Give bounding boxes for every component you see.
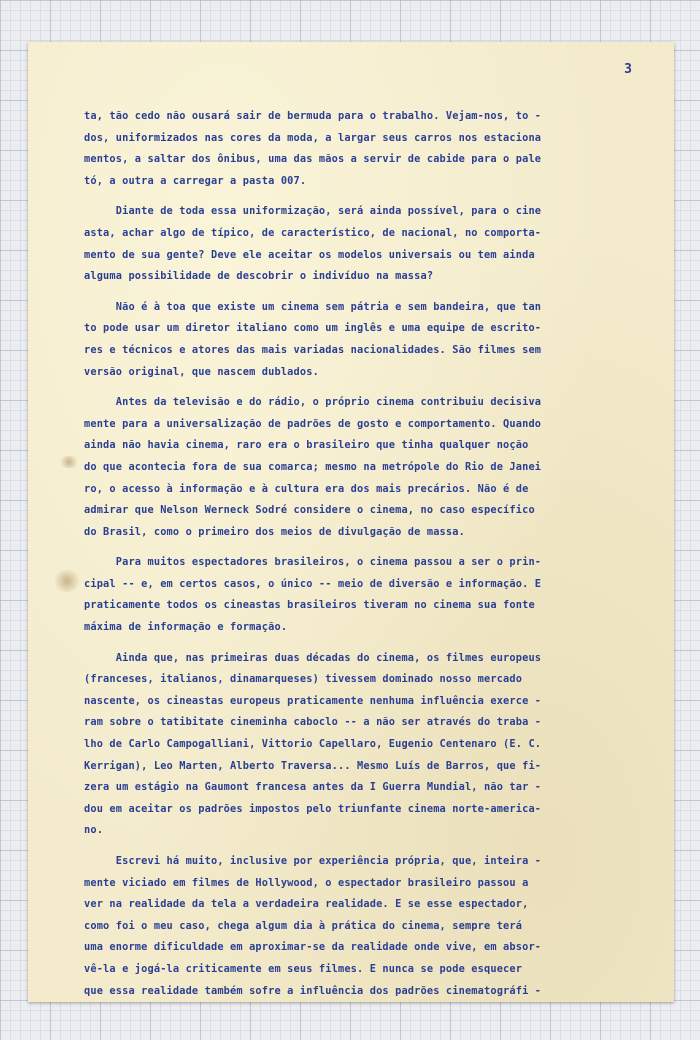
stain-mark	[52, 570, 82, 592]
paragraph	[84, 106, 636, 192]
page-number: 3	[624, 62, 632, 77]
text-line: dou em aceitar os padrões impostos pelo triunfante cinema norte-america-	[84, 802, 542, 815]
text-line: ver na realidade da tela a verdadeira realidade. E se esse espectador,	[84, 898, 529, 911]
text-line: ram sobre o tatibitate cineminha caboclo -- a não ser através do traba -	[84, 716, 542, 729]
paragraph	[84, 392, 636, 543]
text-line: Antes da televisão e do rádio, o próprio cinema contribuiu decisiva	[84, 396, 542, 409]
text-line: Kerrigan), Leo Marten, Alberto Traversa... Mesmo Luís de Barros, que fi-	[84, 759, 542, 772]
text-line: alguma possibilidade de descobrir o indivíduo na massa?	[84, 270, 434, 283]
paragraph	[84, 552, 636, 638]
text-line: mente viciado em filmes de Hollywood, o espectador brasileiro passou a	[84, 876, 529, 889]
text-line: nascente, os cineastas europeus praticamente nenhuma influência exerce -	[84, 694, 542, 707]
paragraph	[84, 648, 636, 842]
text-line: máxima de informação e formação.	[84, 621, 288, 634]
text-line: dos, uniformizados nas cores da moda, a largar seus carros nos estaciona	[84, 131, 542, 144]
text-line: asta, achar algo de típico, de característico, de nacional, no comporta-	[84, 226, 542, 239]
text-line: Ainda que, nas primeiras duas décadas do cinema, os filmes europeus	[84, 651, 542, 664]
paragraph	[84, 201, 636, 287]
text-line: praticamente todos os cineastas brasileiros tiveram no cinema sua fonte	[84, 599, 535, 612]
text-line: to pode usar um diretor italiano como um inglês e uma equipe de escrito-	[84, 322, 542, 335]
text-line: uma enorme dificuldade em aproximar-se da realidade onde vive, em absor-	[84, 941, 542, 954]
text-line: ainda não havia cinema, raro era o brasileiro que tinha qualquer noção	[84, 439, 529, 452]
text-line: (franceses, italianos, dinamarqueses) tivessem dominado nosso mercado	[84, 673, 523, 686]
text-line: mente para a universalização de padrões de gosto e comportamento. Quando	[84, 417, 542, 430]
text-line: res e técnicos e atores das mais variadas nacionalidades. São filmes sem	[84, 343, 542, 356]
text-line: do que acontecia fora de sua comarca; mesmo na metrópole do Rio de Janei	[84, 460, 542, 473]
text-line: do Brasil, como o primeiro dos meios de divulgação de massa.	[84, 525, 465, 538]
text-line: Diante de toda essa uniformização, será ainda possível, para o cine	[84, 205, 542, 218]
text-line: ta, tão cedo não ousará sair de bermuda para o trabalho. Vejam-nos, to -	[84, 110, 542, 122]
text-line: Não é à toa que existe um cinema sem pátria e sem bandeira, que tan	[84, 300, 542, 313]
text-line: ro, o acesso à informação e à cultura era dos mais precários. Não é de	[84, 482, 529, 495]
stain-mark	[58, 456, 80, 468]
text-line: admirar que Nelson Werneck Sodré considere o cinema, no caso específico	[84, 504, 535, 517]
text-line: Escrevi há muito, inclusive por experiência própria, que, inteira -	[84, 855, 542, 867]
typed-page	[28, 42, 674, 1002]
text-line: mento de sua gente? Deve ele aceitar os modelos universais ou tem ainda	[84, 248, 535, 261]
text-line: no.	[84, 824, 104, 837]
typewritten-text	[84, 106, 636, 1011]
text-line: cipal -- e, em certos casos, o único -- meio de diversão e informação. E	[84, 577, 542, 590]
paragraph	[84, 297, 636, 383]
text-line: que essa realidade também sofre a influência dos padrões cinematográfi -	[84, 984, 542, 997]
text-line: como foi o meu caso, chega algum dia à prática do cinema, sempre terá	[84, 919, 523, 932]
paragraph	[84, 851, 636, 1002]
text-line: mentos, a saltar dos ônibus, uma das mãos a servir de cabide para o pale	[84, 153, 542, 166]
text-line: Para muitos espectadores brasileiros, o cinema passou a ser o prin-	[84, 556, 542, 569]
text-line: zera um estágio na Gaumont francesa antes da I Guerra Mundial, não tar -	[84, 781, 542, 794]
text-line: versão original, que nascem dublados.	[84, 365, 319, 378]
text-line: lho de Carlo Campogalliani, Vittorio Capellaro, Eugenio Centenaro (E. C.	[84, 738, 542, 751]
text-line: vê-la e jogá-la criticamente em seus filmes. E nunca se pode esquecer	[84, 962, 523, 975]
text-line: tó, a outra a carregar a pasta 007.	[84, 174, 307, 187]
